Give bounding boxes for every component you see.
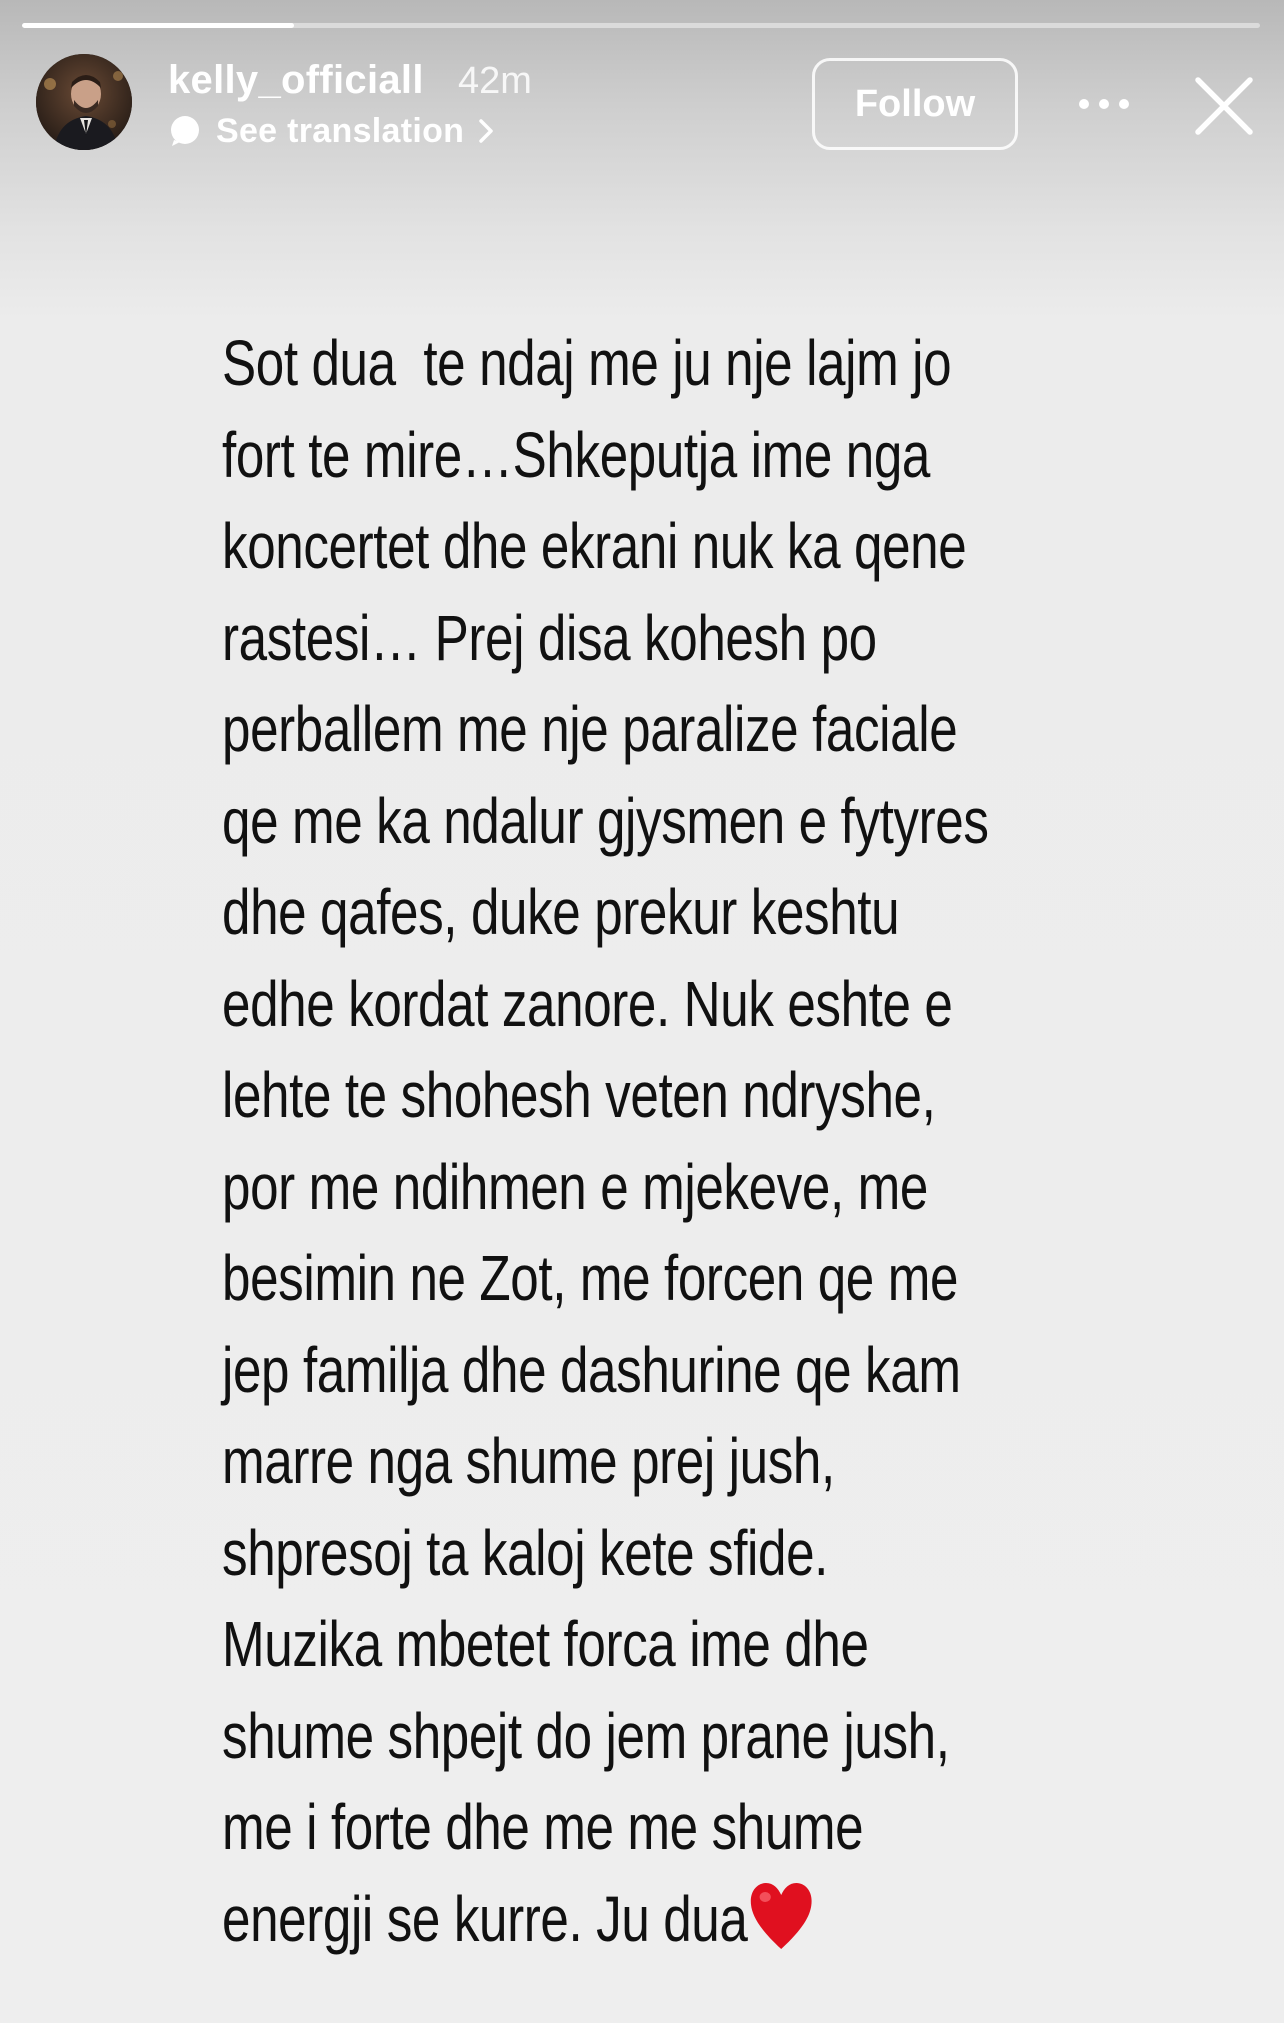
story-progress-fill	[22, 23, 294, 28]
story-text-line: me i forte dhe me me shume	[222, 1791, 864, 1863]
story-text-line: marre nga shume prej jush,	[222, 1425, 835, 1497]
username[interactable]: kelly_officiall	[168, 58, 424, 102]
avatar[interactable]	[36, 54, 132, 150]
chevron-right-icon	[476, 117, 496, 145]
see-translation-link[interactable]	[168, 110, 496, 152]
story-text-line: Sot dua te ndaj me ju nje lajm jo	[222, 327, 952, 399]
story-text-line: energji se kurre. Ju dua	[222, 1874, 1022, 1966]
story-text-line: perballem me nje paralize faciale	[222, 693, 958, 765]
see-translation-label: See translation	[216, 111, 465, 150]
translate-bubble-icon	[168, 114, 202, 148]
story-text-line: shume shpejt do jem prane jush,	[222, 1699, 950, 1772]
story-text	[222, 318, 1222, 1965]
story-progress-bar	[22, 23, 1260, 28]
more-dots-icon[interactable]	[1076, 86, 1132, 122]
close-icon[interactable]	[1192, 74, 1256, 138]
avatar-photo	[36, 54, 132, 150]
post-time: 42m	[458, 60, 532, 102]
story-text-line: jep familja dhe dashurine qe kam	[222, 1333, 961, 1406]
story-text-line: Muzika mbetet forca ime dhe	[222, 1608, 869, 1680]
follow-button[interactable]: Follow	[812, 58, 1018, 150]
red-heart-icon	[749, 1881, 813, 1953]
story-text-line: dhe qafes, duke prekur keshtu	[222, 876, 900, 948]
story-text-line: por me ndihmen e mjekeve, me	[222, 1150, 928, 1223]
story-text-line: shpresoj ta kaloj kete sfide.	[222, 1516, 828, 1589]
story-text-line: besimin ne Zot, me forcen qe me	[222, 1242, 959, 1314]
story-text-line: edhe kordat zanore. Nuk eshte e	[222, 967, 953, 1040]
story-text-line: lehte te shohesh veten ndryshe,	[222, 1059, 936, 1131]
story-text-line: fort te mire…Shkeputja ime nga	[222, 418, 930, 491]
story-text-line: rastesi… Prej disa kohesh po	[222, 601, 877, 674]
story-text-line: qe me ka ndalur gjysmen e fytyres	[222, 784, 989, 857]
story-text-line: koncertet dhe ekrani nuk ka qene	[222, 510, 967, 582]
